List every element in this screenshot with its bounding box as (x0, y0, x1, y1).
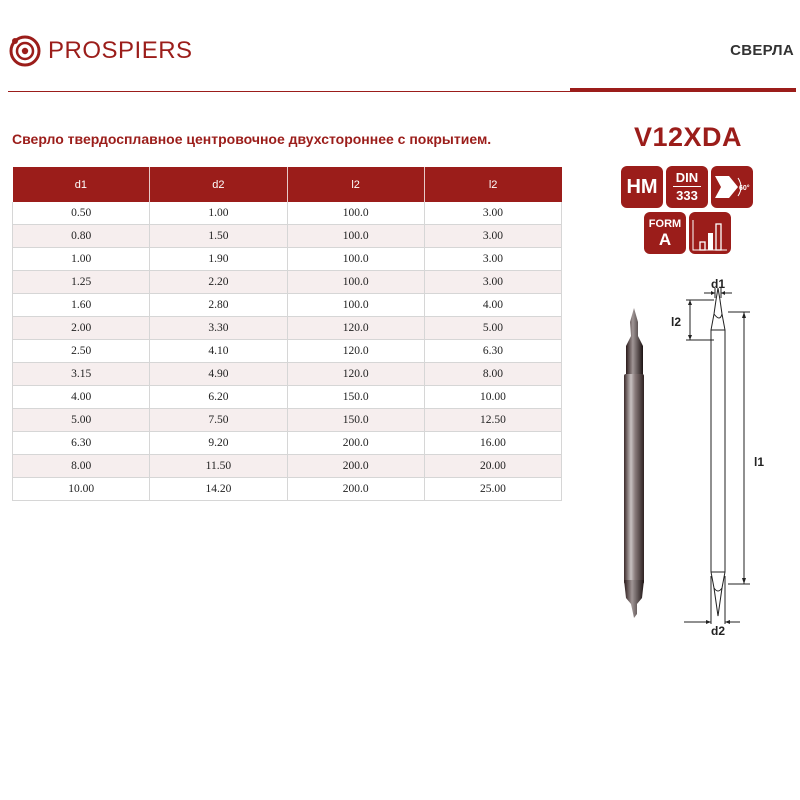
table-cell: 1.25 (13, 271, 150, 294)
section-title: СВЕРЛА (730, 42, 794, 59)
table-header-row (13, 167, 562, 202)
table-cell: 3.30 (150, 317, 287, 340)
table-cell: 200.0 (287, 432, 424, 455)
angle-badge (711, 166, 753, 208)
application-badge (689, 212, 731, 254)
table-cell: 120.0 (287, 340, 424, 363)
table-cell: 150.0 (287, 409, 424, 432)
column-header: l2 (287, 167, 424, 202)
dimension-d1-label: d1 (711, 277, 726, 291)
drill-angle-icon (711, 166, 753, 208)
table-cell: 4.90 (150, 363, 287, 386)
header-divider (8, 91, 570, 92)
table-cell: 120.0 (287, 363, 424, 386)
dimension-l1-label: l1 (754, 455, 765, 469)
form-badge-letter: A (658, 230, 672, 249)
table-cell: 8.00 (424, 363, 561, 386)
form-badge-label: FORM (648, 218, 682, 230)
table-cell: 11.50 (150, 455, 287, 478)
standard-badge-number: 333 (676, 188, 698, 203)
table-cell: 150.0 (287, 386, 424, 409)
table-row (13, 202, 562, 225)
table-cell: 2.80 (150, 294, 287, 317)
table-cell: 16.00 (424, 432, 561, 455)
product-description: Сверло твердосплавное центровочное двухстороннее с покрытием. (12, 131, 492, 147)
table-cell: 8.00 (13, 455, 150, 478)
table-cell: 6.20 (150, 386, 287, 409)
table-row (13, 317, 562, 340)
table-cell: 100.0 (287, 294, 424, 317)
brand-logo[interactable] (8, 34, 193, 68)
dimension-d2-label: d2 (711, 624, 726, 638)
table-row (13, 340, 562, 363)
table-cell: 4.00 (13, 386, 150, 409)
standard-badge-top: DIN (673, 171, 701, 187)
brand-logo-icon (8, 34, 42, 68)
table-row (13, 409, 562, 432)
table-cell: 100.0 (287, 271, 424, 294)
dimension-l2-label: l2 (671, 315, 682, 329)
table-cell: 1.50 (150, 225, 287, 248)
table-cell: 3.00 (424, 225, 561, 248)
table-cell: 2.20 (150, 271, 287, 294)
table-cell: 2.00 (13, 317, 150, 340)
table-row (13, 363, 562, 386)
table-cell: 20.00 (424, 455, 561, 478)
table-cell: 9.20 (150, 432, 287, 455)
table-row (13, 386, 562, 409)
table-cell: 1.00 (150, 202, 287, 225)
table-cell: 4.00 (424, 294, 561, 317)
spec-table (12, 167, 562, 501)
table-row (13, 432, 562, 455)
column-header: d1 (13, 167, 150, 202)
table-cell: 1.60 (13, 294, 150, 317)
material-badge: HM (621, 166, 663, 208)
table-row (13, 248, 562, 271)
table-row (13, 294, 562, 317)
table-row (13, 271, 562, 294)
table-row (13, 225, 562, 248)
table-cell: 1.00 (13, 248, 150, 271)
column-header: l2 (424, 167, 561, 202)
table-body (13, 202, 562, 501)
brand-name: PROSPIERS (48, 37, 193, 64)
table-cell: 10.00 (13, 478, 150, 501)
form-badge (644, 212, 686, 254)
table-cell: 2.50 (13, 340, 150, 363)
table-cell: 0.80 (13, 225, 150, 248)
bar-graph-icon (689, 212, 731, 254)
table-cell: 10.00 (424, 386, 561, 409)
header-divider-accent (570, 88, 796, 92)
table-cell: 100.0 (287, 202, 424, 225)
table-cell: 0.50 (13, 202, 150, 225)
table-cell: 14.20 (150, 478, 287, 501)
table-cell: 200.0 (287, 478, 424, 501)
table-cell: 4.10 (150, 340, 287, 363)
table-cell: 7.50 (150, 409, 287, 432)
table-cell: 3.00 (424, 202, 561, 225)
angle-value: 60° (739, 185, 750, 192)
table-row (13, 455, 562, 478)
table-cell: 3.00 (424, 271, 561, 294)
product-model: V12XDA (633, 122, 743, 152)
table-cell: 25.00 (424, 478, 561, 501)
table-row (13, 478, 562, 501)
table-cell: 5.00 (13, 409, 150, 432)
table-cell: 5.00 (424, 317, 561, 340)
table-cell: 6.30 (424, 340, 561, 363)
table-cell: 3.00 (424, 248, 561, 271)
table-cell: 100.0 (287, 248, 424, 271)
drill-photo (614, 308, 654, 618)
table-cell: 200.0 (287, 455, 424, 478)
column-header: d2 (150, 167, 287, 202)
table-cell: 100.0 (287, 225, 424, 248)
table-cell: 3.15 (13, 363, 150, 386)
table-cell: 1.90 (150, 248, 287, 271)
table-cell: 6.30 (13, 432, 150, 455)
standard-badge (666, 166, 708, 208)
table-cell: 120.0 (287, 317, 424, 340)
table-cell: 12.50 (424, 409, 561, 432)
